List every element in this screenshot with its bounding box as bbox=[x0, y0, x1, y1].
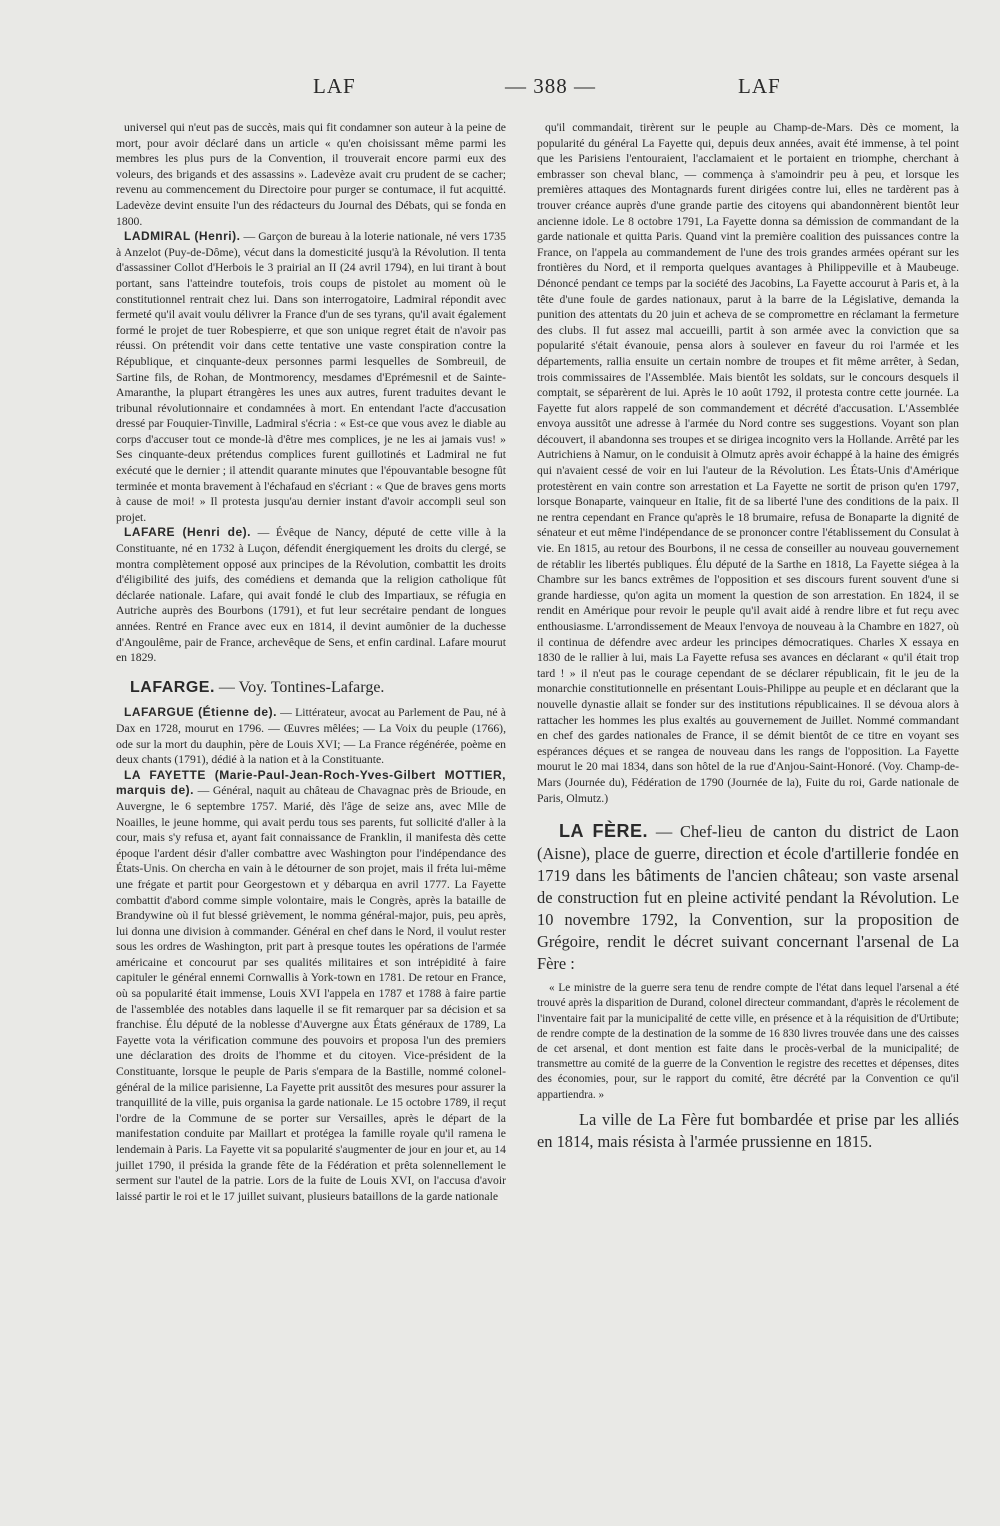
entry-ladmiral bbox=[116, 229, 506, 525]
entry-lafargue bbox=[116, 705, 506, 767]
decree-quote bbox=[537, 981, 959, 1103]
entry-text: — Voy. Tontines-Lafarge. bbox=[214, 678, 385, 696]
entry-la-fayette-continued bbox=[537, 120, 959, 806]
entry-headword: LA FAYETTE (Marie-Paul-Jean-Roch-Yves-Gilbert MOTTIER, marquis de). bbox=[116, 767, 506, 798]
page-number: — 388 — bbox=[505, 74, 596, 98]
entry-text: — Évêque de Nancy, député de cette ville à la Constituante, né en 1732 à Luçon, défendit énergiquement les droits du clergé, se montra complètement opposé aux principes de la Révolution, combattit les droits d'éligibilité des juifs, des comédiens et demanda que la religion catholique fût déclarée nationale. Lafare, qui avait fondé le club des Impartiaux, se réfugia en Autriche auprès des Bourbons (1791), et fut leur secrétaire pendant de longues années. Rentré en France avec eux en 1814, il devint aumônier de la duchesse d'Angoulême, pair de France, archevêque de Sens, et enfin cardinal. Lafare mourut en 1829. bbox=[116, 526, 506, 665]
entry-text: — Général, naquit au château de Chavagnac près de Brioude, en Auvergne, le 6 septembre 1757. Marié, dès l'âge de seize ans, avec Mlle de Noailles, le jeune homme, qui avait perdu tous ses parents, fut sollicité d'aller à la cour, mais s'y refusa et, ayant fait connaissance de Franklin, il manifesta dès cette époque l'ardent désir d'aller combattre avec Washington pour l'indépendance des États-Unis. On chercha en vain à le détourner de son projet, mais il fréta lui-même une frégate et partit pour Georgestown et y débarqua en avril 1777. La Fayette combattit d'abord comme simple volontaire, mais le Congrès, après la bataille de Brandywine où il fut blessé grièvement, le nomma général-major, puis, peu après, lui donna une division à commander. Général en chef dans le Nord, il voulut rester sous les ordres de Washington, prit part à presque toutes les opérations de l'armée américaine et concourut par ses qualités militaires et son intrépidité à faire capituler le général ennemi Cornwallis à York-town en 1781. De retour en France, où sa popularité était immense, Louis XVI l'appela en 1787 et 1788 à faire partie de l'assemblée des notables dans laquelle il se fit remarquer par sa décision et sa franchise. Élu député de la noblesse d'Auvergne aux États généraux de 1789, La Fayette vota la vérification commune des pouvoirs et proposa l'un des premiers une déclaration des droits de l'homme et du citoyen. Vice-président de la Constituante, lorsque le peuple de Paris s'empara de la Bastille, nommé colonel-général de la milice parisienne, La Fayette prit aussitôt des mesures pour assurer la tranquillité de la ville, puis organisa la garde nationale. Le 15 octobre 1789, il reçut l'ordre de la Commune de se porter sur Versailles, après le départ de la manifestation conduite par Maillart et protégea la famille royale qu'il ramena le lendemain à Paris. La Fayette vit sa popularité s'augmenter de jour en jour et, au 14 juillet 1790, il présida la grande fête de la Fédération et prêta solennellement le serment sur l'autel de la patrie. Lors de la fuite de Louis XVI, on l'accusa d'avoir laissé partir le roi et le 17 juillet suivant, plusieurs bataillons de la garde nationale bbox=[116, 784, 506, 1203]
page-header bbox=[0, 74, 1000, 106]
entry-ladeveze-continued bbox=[116, 120, 506, 229]
entry-lafare bbox=[116, 525, 506, 665]
entry-text: — Chef-lieu de canton du district de Laon (Aisne), place de guerre, direction et école d'artillerie fondée en 1719 dans les bâtiments de l'ancien château; son vaste arsenal de construction fut en pleine activité pendant la Révolution. Le 10 novembre 1792, la Convention, sur la proposition de Grégoire, rendit le décret suivant concernant l'arsenal de La Fère : bbox=[537, 822, 959, 974]
running-head-right: LAF bbox=[738, 74, 781, 98]
entry-lafarge bbox=[116, 680, 506, 696]
running-head-left: LAF bbox=[313, 74, 356, 98]
entry-headword: LAFARE (Henri de). bbox=[124, 525, 252, 540]
entry-text: — Garçon de bureau à la loterie nationale, né vers 1735 à Anzelot (Puy-de-Dôme), vécut dans la domesticité jusqu'à la Révolution. Il tenta d'assassiner Collot d'Herbois le 3 prairial an II (24 avril 1794), en lui tirant à bout portant, sans l'atteindre toutefois, trois coups de pistolet au moment où le constitutionnel rentrait chez lui. Dans son interrogatoire, Ladmiral répondit avec fermeté qu'il avait voulu délivrer la France d'un de ses tyrans, qu'il avait également formé le projet de tuer Robespierre, et que son unique regret était de n'avoir pas réussi. On prétendit voir dans cette tentative une vaste conspiration contre la République, et cinquante-deux personnes parmi lesquelles de Sombreuil, de Sartine fils, de Rohan, de Montmorency, mesdames d'Eprémesnil et de Sainte-Amaranthe, la plupart étrangères les unes aux autres, furent traduites devant le tribunal révolutionnaire et condamnées à mort. En entendant l'acte d'accusation dressé par Fouquier-Tinville, Ladmiral s'écria : « Est-ce que vous avez le diable au corps d'accuser tout ce monde-là d'être mes complices, je ne les ai jamais vus! » Ses cinquante-deux prétendus complices furent guillotinés et Ladmiral ne fut exécuté que le dernier ; il attendit quarante minutes que l'épouvantable besogne fût terminée et monta bravement à l'échafaud en s'écriant : « Que de braves gens morts à cause de moi! » Il protesta jusqu'au dernier instant d'avoir accompli seul son projet. bbox=[116, 230, 506, 524]
entry-headword: LAFARGE. bbox=[130, 678, 215, 696]
entry-headword: LADMIRAL (Henri). bbox=[124, 229, 241, 244]
entry-headword: LA FÈRE. bbox=[559, 821, 649, 842]
right-column bbox=[537, 120, 959, 1153]
entry-text: qu'il commandait, tirèrent sur le peuple au Champ-de-Mars. Dès ce moment, la popularité du général La Fayette qui, depuis deux années, avait été immense, à tel point que les Parisiens l'entouraient, l'acclamaient et le portaient en triomphe, cherchant à embrasser son cheval blanc, — commença à s'amoindrir peu à peu, et lorsque les premières attaques des Montagnards furent dirigées contre lui, elles ne tardèrent pas à trouver créance auprès d'une grande partie des citoyens qui abandonnèrent bientôt leur ancienne idole. Le 8 octobre 1791, La Fayette donna sa démission de commandant de la garde nationale et quitta Paris. Quand vint la première coalition des puissances contre la France, on l'appela au commandement de l'une des trois grandes armées opérant sur les frontières du Nord, et il remporta quelques avantages à Philippeville et à Maubeuge. Dénoncé pendant ce temps par la société des Jacobins, La Fayette accourut à Paris et, à la tête d'une foule de gardes nationaux, parut à la barre de la Législative, demanda la punition des attentats du 20 juin et acheva de se compromettre en réclamant la fermeture des clubs. Il fut assez mal accueilli, partit à son armée avec la conviction que sa popularité s'était évanouie, pensa alors à soulever en faveur du roi l'armée et les départements, rallia ensuite un certain nombre de troupes et fit même arrêter, à Sedan, trois commissaires de l'Assemblée. Mais bientôt les soldats, sur le concours desquels il comptait, se séparèrent de lui. Après le 10 août 1792, il protesta contre cette journée. La Fayette fut alors rappelé de son commandement et décrété d'accusation. L'Assemblée envoya aussitôt une adresse à l'armée du Nord contre ses suggestions. Voyant son plan découvert, il abandonna ses troupes et se dirigea incognito vers la Hollande. Arrêté par les Autrichiens à Namur, on le conduisit à Olmutz après avoir échappé à la haine des émigrés qui n'avaient cessé de voir en lui l'auteur de la Révolution. Les États-Unis d'Amérique protestèrent en vain contre son arrestation et La Fayette ne sortit de prison qu'en 1797, lorsque Bonaparte, vainqueur en Italie, fit de sa liberté l'une des conditions de la paix. Il ne rentra cependant en France qu'après le 18 brumaire, refusa de Bonaparte la dignité de sénateur et eut même l'indépendance de se prononcer contre l'établissement du Consulat à vie. En 1815, au retour des Bourbons, il ne cessa de conseiller au nouveau gouvernement de rétablir les libertés publiques. Élu député de la Sarthe en 1818, La Fayette siégea à la Chambre sur les bancs extrêmes de l'opposition et ses discours furent souvent d'une si grande hardiesse, qu'on agita un moment la question de son arrestation. En 1824, il se rendit en Amérique pour revoir le peuple qu'il avait aidé à rendre libre et fut reçu avec enthousiasme. L'arrondissement de Meaux l'envoya de nouveau à la Chambre en 1827, où il continua de défendre avec ardeur les principes démocratiques. Charles X essaya en 1830 de le rallier à lui, mais La Fayette refusa ses avances en déclarant « qu'il était trop tard ! » il n'eut pas le courage cependant de se déclarer républicain, fit le jeu de la monarchie constitutionnelle en présentant Louis-Philippe au peuple et en déclarant que la nouvelle dynastie allait se fonder sur des institutions républicaines. Il se dévoua alors à rattacher les hommes les plus exaltés au gouvernement de Juillet. Nommé commandant en chef des gardes nationales de France, il se démit bientôt de ce titre en voyant ses espérances déçues et se rangea de nouveau dans les rangs de l'opposition. La Fayette mourut le 20 mai 1834, dans son hôtel de la rue d'Anjou-Saint-Honoré. (Voy. Champ-de-Mars (Journée du), Fédération de 1790 (Journée de la), Fuite du roi, Garde nationale de Paris, Olmutz.) bbox=[537, 121, 959, 805]
entry-headword: LAFARGUE (Étienne de). bbox=[124, 705, 277, 720]
entry-text: La ville de La Fère fut bombardée et prise par les alliés en 1814, mais résista à l'armée prussienne en 1815. bbox=[537, 1109, 959, 1151]
entry-la-fere bbox=[537, 820, 959, 975]
left-column bbox=[116, 120, 506, 1204]
entry-la-fayette bbox=[116, 768, 506, 1205]
entry-text: universel qui n'eut pas de succès, mais qui fit condamner son auteur à la peine de mort, pour avoir déclaré dans un article « qu'en choisissant même parmi les membres les plus purs de la Convention, il trouverait encore parmi eux des voleurs, des brigands et des assassins ». Ladevèze avait cru prudent de se cacher; revenu au commencement du Directoire pour purger se contumace, il fut acquitté. Ladevèze devint ensuite l'un des rédacteurs du Journal des Débats, qui se fonda en 1800. bbox=[116, 121, 506, 228]
entry-text: — Littérateur, avocat au Parlement de Pau, né à Dax en 1728, mourut en 1796. — Œuvres mêlées; — La Voix du peuple (1766), ode sur la mort du dauphin, père de Louis XVI; — La France régénérée, poème en deux chants (1791), dédié à la nation et à la Constituante. bbox=[116, 706, 506, 767]
entry-la-fere-closing bbox=[537, 1109, 959, 1153]
quote-text: « Le ministre de la guerre sera tenu de rendre compte de l'état dans lequel l'arsenal a été trouvé après la disparition de Durand, colonel directeur commandant, d'après le récolement de l'inventaire fait par la municipalité de cette ville, en présence et à la réquisition de d'Urtibute; de rendre compte de la destination de la somme de 16 830 livres trouvée dans une des caisses de cet arsenal, et dont mention est faite dans le procès-verbal de la municipalité; de transmettre au comité de la guerre de la Convention le registre des recettes et dépenses, dites des économies, pour, sur le rapport du comité, être décrété par la Convention ce qu'il appartiendra. » bbox=[537, 982, 959, 1101]
